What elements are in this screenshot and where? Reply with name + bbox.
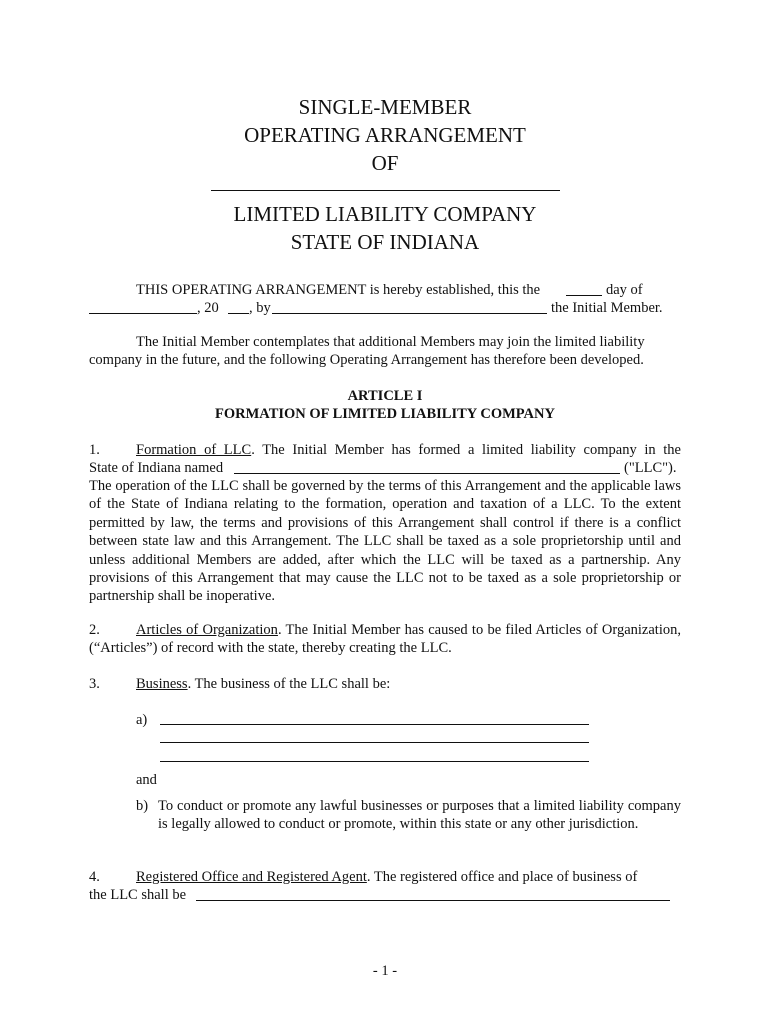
title-line-5: STATE OF INDIANA [290, 230, 480, 254]
business-blank-2[interactable] [160, 742, 589, 743]
section-4-rest: . The registered office and place of business of [366, 869, 638, 885]
section-4-line-1 [136, 868, 637, 886]
intro-initial-member: the Initial Member. [551, 300, 663, 316]
llc-name-blank[interactable] [234, 473, 620, 474]
article-heading: FORMATION OF LIMITED LIABILITY COMPANY [215, 406, 555, 422]
section-4-heading: Registered Office and Registered Agent [136, 869, 367, 885]
section-1-llc-label: ("LLC"). [624, 460, 677, 476]
intro-day-of: day of [606, 282, 643, 298]
intro-year-prefix: , 20 [197, 300, 219, 316]
section-3-rest: . The business of the LLC shall be: [187, 676, 391, 692]
section-2-heading: Articles of Organization [136, 622, 278, 638]
item-b-text: To conduct or promote any lawful businesses or purposes that a limited liability company is legally allowed to conduct or promote, within this state or any other jurisdiction. [158, 798, 681, 833]
and-text: and [136, 772, 157, 788]
title-line-4: LIMITED LIABILITY COMPANY [233, 202, 537, 226]
section-1-body: The operation of the LLC shall be governed by the terms of this Arrangement and the applicable laws of the State of Indiana relating to the formation, operation and taxation of a LLC. To the extent permitted by law, the terms and provisions of this Arrangement shall control if there is a conflict between state law and this Arrangement. The LLC shall be taxed as a sole proprietorship until and unless additional Members are added, after which the LLC will be taxed as a partnership. Any provisions of this Arrangement that may cause the LLC not to be taxed as a sole proprietorship or partnership shall be inoperative. [89, 478, 681, 605]
intro-by: , by [249, 300, 271, 316]
year-blank[interactable] [228, 313, 249, 314]
section-3-line [136, 675, 390, 693]
section-4-number: 4. [89, 869, 100, 885]
page-number: - 1 - [372, 963, 398, 979]
paragraph-contemplates: The Initial Member contemplates that additional Members may join the limited liability company in the future, and the following Operating Arrangement has therefore been developed. [89, 334, 645, 369]
section-3-number: 3. [89, 676, 100, 692]
section-1-line-1-rest: . The Initial Member has formed a limited liability company in the [251, 442, 681, 458]
section-1-heading: Formation of LLC [136, 442, 252, 458]
business-blank-1[interactable] [160, 724, 589, 725]
section-2-paragraph [89, 621, 681, 658]
intro-text: THIS OPERATING ARRANGEMENT is hereby established, this the [136, 282, 541, 298]
section-1-number: 1. [89, 442, 100, 458]
member-name-blank[interactable] [272, 313, 547, 314]
section-2-rest: . The Initial Member has caused to be filed Articles of Organization, (“Articles”) of record with the state, thereby creating the LLC. [89, 622, 681, 657]
business-blank-3[interactable] [160, 761, 589, 762]
intro-line-1 [136, 281, 540, 299]
section-4-line-2: the LLC shall be [89, 887, 187, 903]
section-1-line-1 [136, 441, 681, 459]
title-line-1: SINGLE-MEMBER [298, 95, 472, 119]
section-2-number: 2. [89, 622, 100, 638]
registered-office-blank[interactable] [196, 900, 670, 901]
title-line-2: OPERATING ARRANGEMENT [244, 123, 526, 147]
section-3-heading: Business [136, 676, 188, 692]
day-blank[interactable] [566, 295, 602, 296]
month-blank[interactable] [89, 313, 197, 314]
item-a-label: a) [136, 712, 148, 728]
company-name-blank[interactable] [211, 190, 560, 191]
article-number: ARTICLE I [347, 388, 423, 404]
title-line-3: OF [371, 151, 399, 175]
item-b-label: b) [136, 798, 149, 814]
section-1-named: State of Indiana named [89, 460, 224, 476]
